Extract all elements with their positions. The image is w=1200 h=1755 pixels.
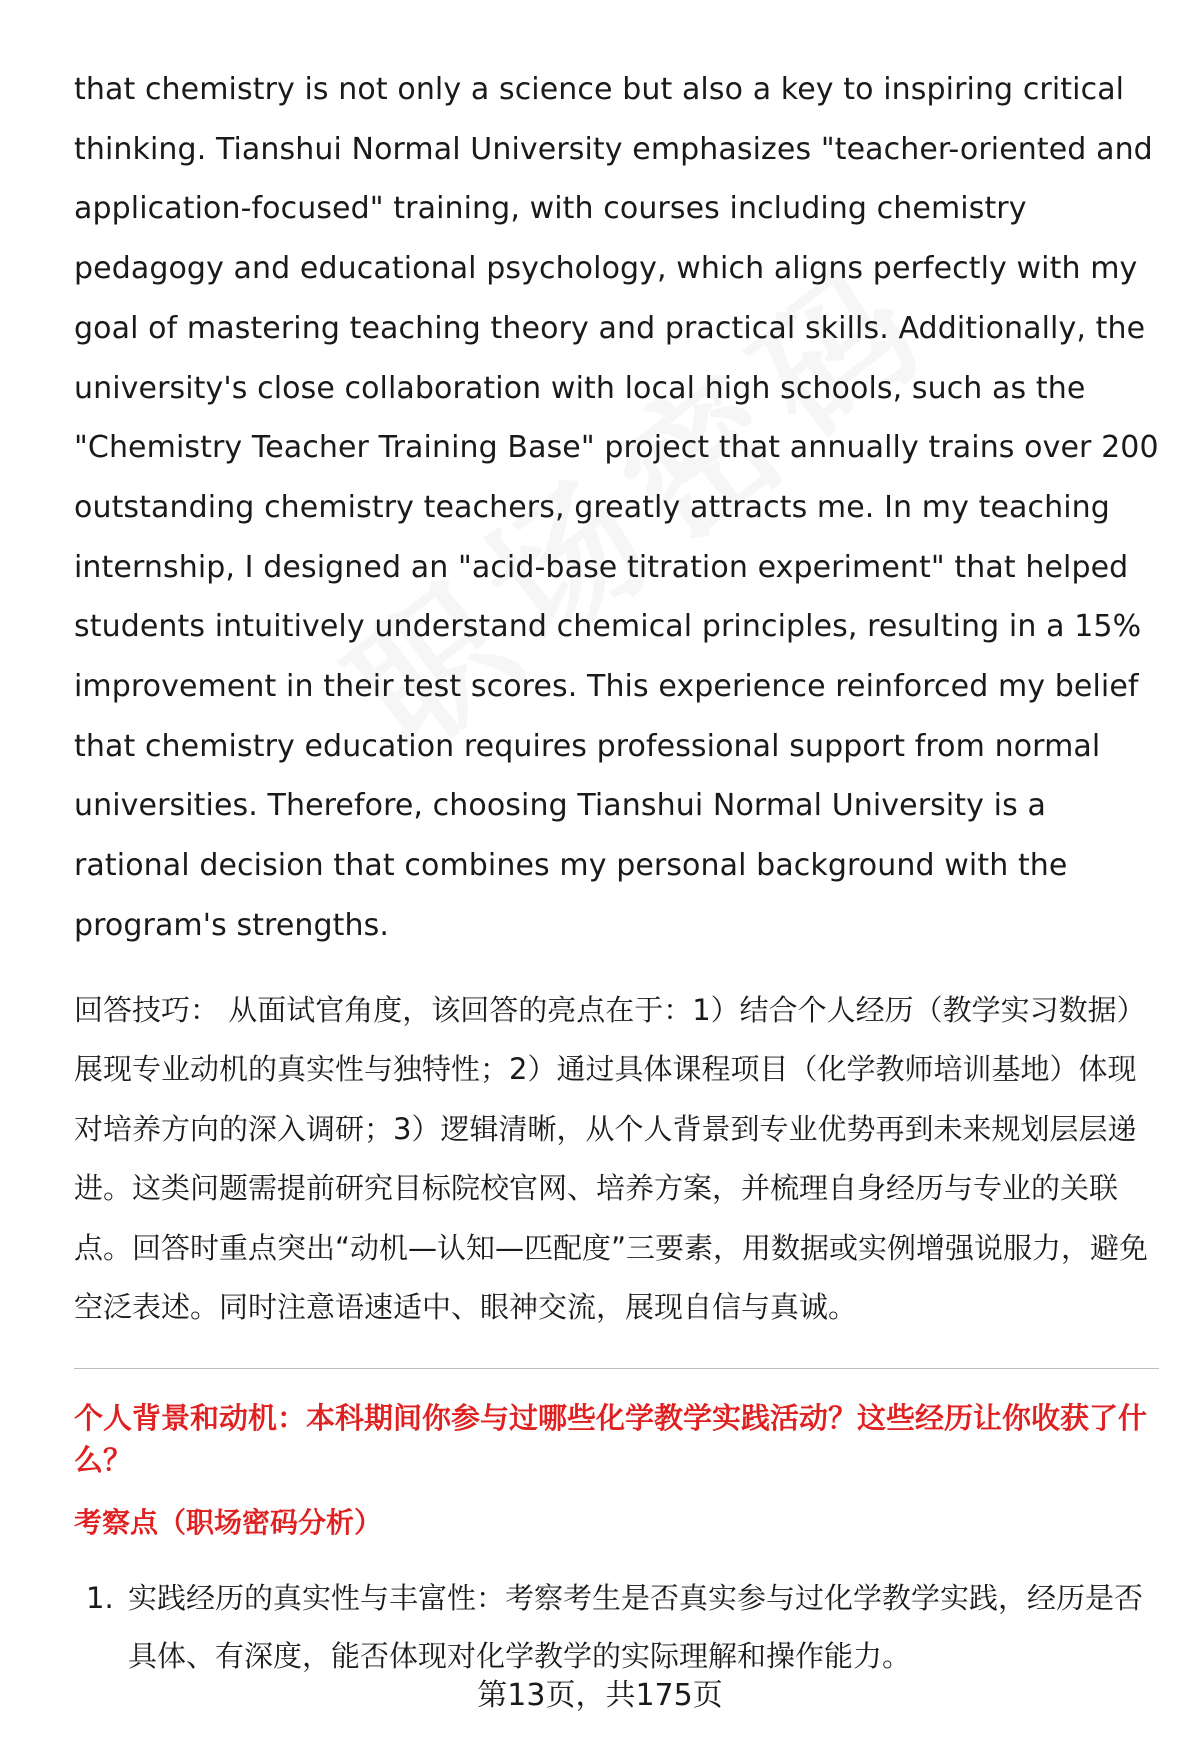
tips-paragraph: 回答技巧： 从面试官角度，该回答的亮点在于：1）结合个人经历（教学实习数据）展现专业动机的真实性与独特性；2）通过具体课程项目（化学教师培训基地）体现对培养方向的深入调研；3）逻辑清晰，从个人背景到专业优势再到未来规划层层递进。这类问题需提前研究目标院校官网、培养方案，并梳理自身经历与专业的关联点。回答时重点突出“动机—认知—匹配度”三要素，用数据或实例增强说服力，避免空泛表述。同时注意语速适中、眼神交流，展现自信与真诚。 <box>74 992 1149 1325</box>
section-divider <box>74 1368 1159 1369</box>
section-subheading: 考察点（职场密码分析） <box>74 1505 383 1539</box>
answer-paragraph: that chemistry is not only a science but also a key to inspiring critical thinking. Tianshui Normal University emphasizes "teacher-oriented and application-focused" training, with courses including chemistry pedagogy and educational psychology, which aligns perfectly with my goal of mastering teaching theory and practical skills. Additionally, the university's close collaboration with local high schools, such as the "Chemistry Teacher Training Base" project that annually trains over 200 outstanding chemistry teachers, greatly attracts me. In my teaching internship, I designed an "acid-base titration experiment" that helped students intuitively understand chemical principles, resulting in a 15% improvement in their test scores. This experience reinforced my belief that chemistry education requires professional support from normal universities. Therefore, choosing Tianshui Normal University is a rational decision that combines my personal background with the program's strengths. <box>74 72 1159 943</box>
criteria-list <box>74 1569 1159 1685</box>
document-page <box>74 60 1159 1685</box>
list-item <box>74 1569 1159 1685</box>
list-number: 1. <box>86 1580 114 1615</box>
question-heading: 个人背景和动机：本科期间你参与过哪些化学教学实践活动？这些经历让你收获了什么？ <box>74 1400 1148 1477</box>
page-footer: 第13页，共175页 <box>477 1678 723 1713</box>
list-item-text: 实践经历的真实性与丰富性：考察考生是否真实参与过化学教学实践，经历是否具体、有深度，能否体现对化学教学的实际理解和操作能力。 <box>128 1580 1144 1673</box>
